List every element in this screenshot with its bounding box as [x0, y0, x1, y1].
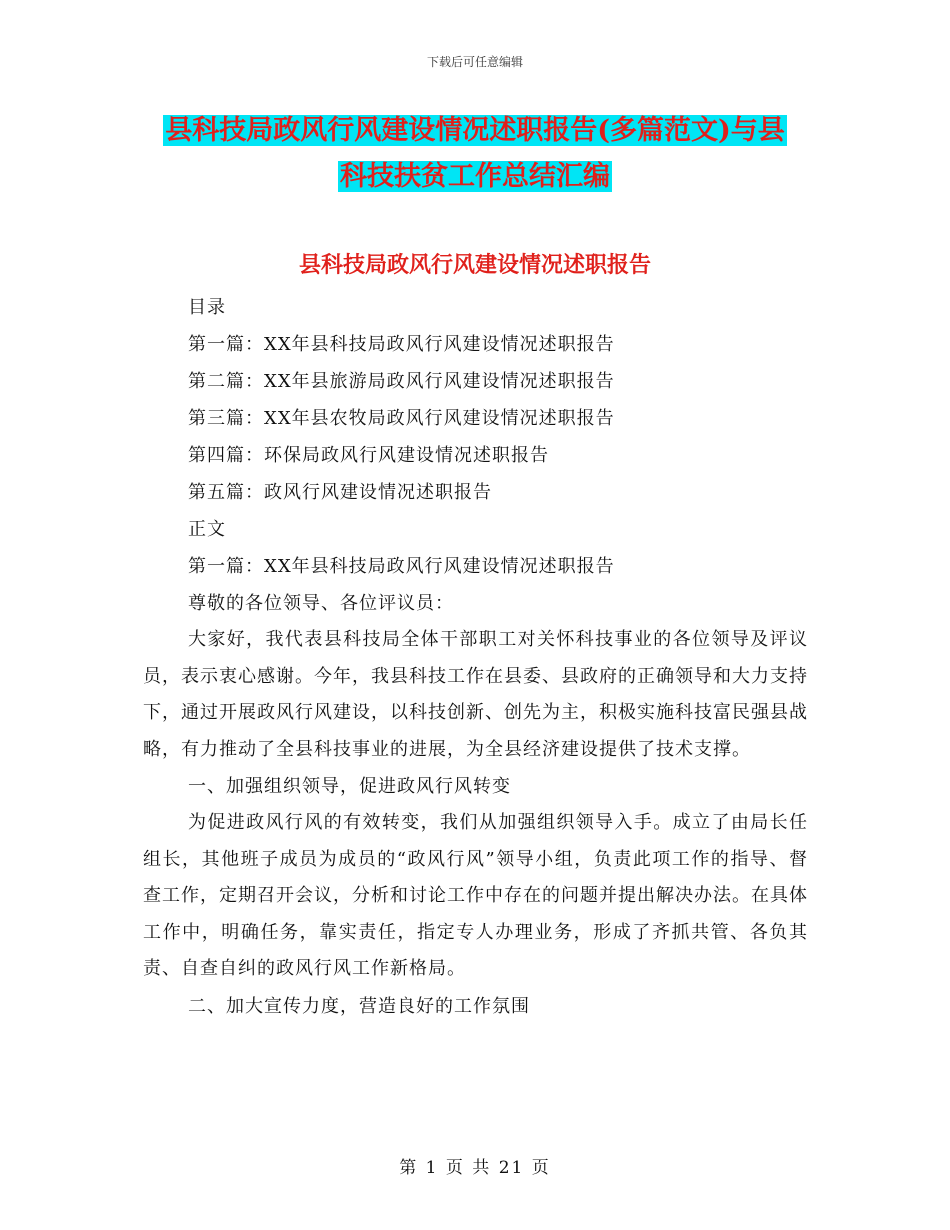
toc-item-2: 第二篇：XX年县旅游局政风行风建设情况述职报告	[188, 371, 615, 392]
section-title: 县科技局政风行风建设情况述职报告	[298, 252, 651, 278]
toc-item-5: 第五篇：政风行风建设情况述职报告	[188, 482, 492, 503]
document-title-line-1: 县科技局政风行风建设情况述职报告(多篇范文)与县	[165, 115, 785, 146]
document-title	[0, 108, 950, 200]
paragraph-organization: 为促进政风行风的有效转变，我们从加强组织领导入手。成立了由局长任组长，其他班子成员为成员的“政风行风”领导小组，负责此项工作的指导、督查工作，定期召开会议，分析和讨论工作中存在的问题并提出解决办法。在具体工作中，明确任务，靠实责任，指定专人办理业务，形成了齐抓共管、各负其责、自查自纠的政风行风工作新格局。	[143, 812, 808, 979]
main-text-heading: 正文	[188, 519, 226, 540]
article-title: 第一篇：XX年县科技局政风行风建设情况述职报告	[188, 556, 615, 577]
paragraph-intro: 大家好，我代表县科技局全体干部职工对关怀科技事业的各位领导及评议员，表示衷心感谢。今年，我县科技工作在县委、县政府的正确领导和大力支持下，通过开展政风行风建设，以科技创新、创先为主，积极实施科技富民强县战略，有力推动了全县科技事业的进展，为全县经济建设提供了技术支撑。	[143, 629, 808, 760]
section-heading-2: 二、加大宣传力度，营造良好的工作氛围	[188, 995, 530, 1017]
page-header-note: 下载后可任意编辑	[426, 55, 523, 69]
document-body	[143, 289, 808, 1025]
toc-heading: 目录	[188, 297, 226, 318]
page-number: 第 1 页 共 21 页	[399, 1158, 551, 1178]
toc-item-4: 第四篇：环保局政风行风建设情况述职报告	[188, 445, 549, 466]
toc-item-1: 第一篇：XX年县科技局政风行风建设情况述职报告	[188, 334, 615, 355]
greeting: 尊敬的各位领导、各位评议员：	[188, 593, 454, 614]
section-heading-1: 一、加强组织领导，促进政风行风转变	[188, 776, 511, 797]
toc-item-3: 第三篇：XX年县农牧局政风行风建设情况述职报告	[188, 408, 615, 429]
document-title-line-2: 科技扶贫工作总结汇编	[340, 161, 610, 192]
